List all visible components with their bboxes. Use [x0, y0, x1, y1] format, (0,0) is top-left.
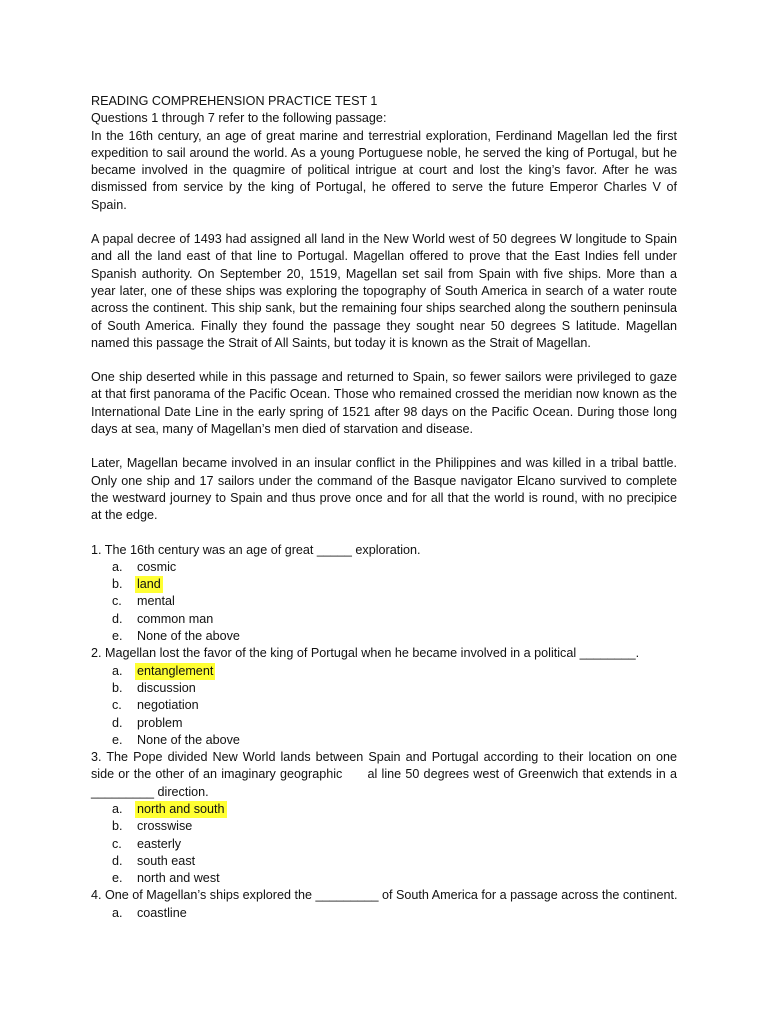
passage-paragraph-4: Later, Magellan became involved in an insular conflict in the Philippines and was killed in a tribal battle. Only one ship and 17 sailors under the command of the Basque navigator Elcano survived to complete the westward journey to Spain and thus prove once and for all that the world is round, with no precipice at the edge. [91, 456, 677, 523]
question-2-options [91, 663, 677, 749]
paragraph-spacer [91, 438, 677, 455]
option-3a: a. north and south [91, 801, 677, 818]
question-4: 4. One of Magellan’s ships explored the _________ of South America for a passage across the continent. [91, 888, 678, 903]
question-3: 3. The Pope divided New World lands between Spain and Portugal according to their location on one side or the other of an imaginary geographic al line 50 degrees west of Greenwich that extends in a _________ direction. [91, 750, 681, 799]
option-text: mental [137, 594, 175, 609]
option-2b: b. discussion [91, 680, 677, 697]
option-text: coastline [137, 905, 187, 920]
option-text: negotiation [137, 698, 199, 713]
highlighted-answer: north and south [135, 801, 227, 818]
test-title: READING COMPREHENSION PRACTICE TEST 1 [91, 94, 378, 108]
option-3c: c. easterly [91, 836, 677, 853]
paragraph-spacer [91, 214, 677, 231]
option-3b: b. crosswise [91, 818, 677, 835]
option-1e: e. None of the above [91, 628, 677, 645]
option-2d: d. problem [91, 715, 677, 732]
question-1: 1. The 16th century was an age of great _____ exploration. [91, 542, 421, 557]
option-4a: a. coastline [91, 905, 677, 922]
option-text: cosmic [137, 559, 177, 574]
passage-paragraph-1: In the 16th century, an age of great marine and terrestrial exploration, Ferdinand Magellan led the first expedition to sail around the world. As a young Portuguese noble, he served the king of Portugal, but he became involved in the quagmire of political intrigue at court and lost the king’s favor. After he was dismissed from service by the king of Portugal, he offered to serve the future Emperor Charles V of Spain. [91, 128, 677, 212]
option-text: problem [137, 715, 183, 730]
question-4-options [91, 905, 677, 922]
option-2c: c. negotiation [91, 697, 677, 714]
option-text: south east [137, 853, 196, 868]
option-2e: e. None of the above [91, 732, 677, 749]
option-1b: b. land [91, 576, 677, 593]
paragraph-spacer [91, 352, 677, 369]
question-3-options [91, 801, 677, 887]
option-text: None of the above [137, 732, 240, 747]
passage-paragraph-3: One ship deserted while in this passage and returned to Spain, so fewer sailors were privileged to gaze at that first panorama of the Pacific Ocean. Those who remained crossed the meridian now known as the International Date Line in the early spring of 1521 after 98 days on the Pacific Ocean. During those long days at sea, many of Magellan’s men died of starvation and disease. [91, 370, 677, 437]
highlighted-answer: entanglement [135, 663, 215, 680]
highlighted-answer: land [135, 576, 163, 593]
option-1a: a. cosmic [91, 559, 677, 576]
document-page [91, 93, 681, 922]
option-1d: d. common man [91, 611, 677, 628]
paragraph-spacer [91, 525, 677, 542]
option-3e: e. north and west [91, 870, 677, 887]
option-2a: a. entanglement [91, 663, 677, 680]
option-3d: d. south east [91, 853, 677, 870]
option-text: easterly [137, 836, 182, 851]
option-text: None of the above [137, 629, 240, 644]
passage-intro: Questions 1 through 7 refer to the following passage: [91, 111, 387, 126]
option-text: crosswise [137, 819, 193, 834]
option-text: common man [137, 611, 214, 626]
option-1c: c. mental [91, 593, 677, 610]
question-1-options [91, 559, 677, 645]
question-2: 2. Magellan lost the favor of the king of Portugal when he became involved in a political ________. [91, 646, 640, 661]
option-text: north and west [137, 871, 220, 886]
passage-paragraph-2: A papal decree of 1493 had assigned all land in the New World west of 50 degrees W longitude to Spain and all the land east of that line to Portugal. Magellan offered to prove that the East Indies fell under Spanish authority. On September 20, 1519, Magellan set sail from Spain with five ships. More than a year later, one of these ships was exploring the topography of South America in search of a water route across the continent. This ship sank, but the remaining four ships searched along the southern peninsula of South America. Finally they found the passage they sought near 50 degrees S latitude. Magellan named this passage the Strait of All Saints, but today it is known as the Strait of Magellan. [91, 232, 677, 350]
option-text: discussion [137, 680, 196, 695]
